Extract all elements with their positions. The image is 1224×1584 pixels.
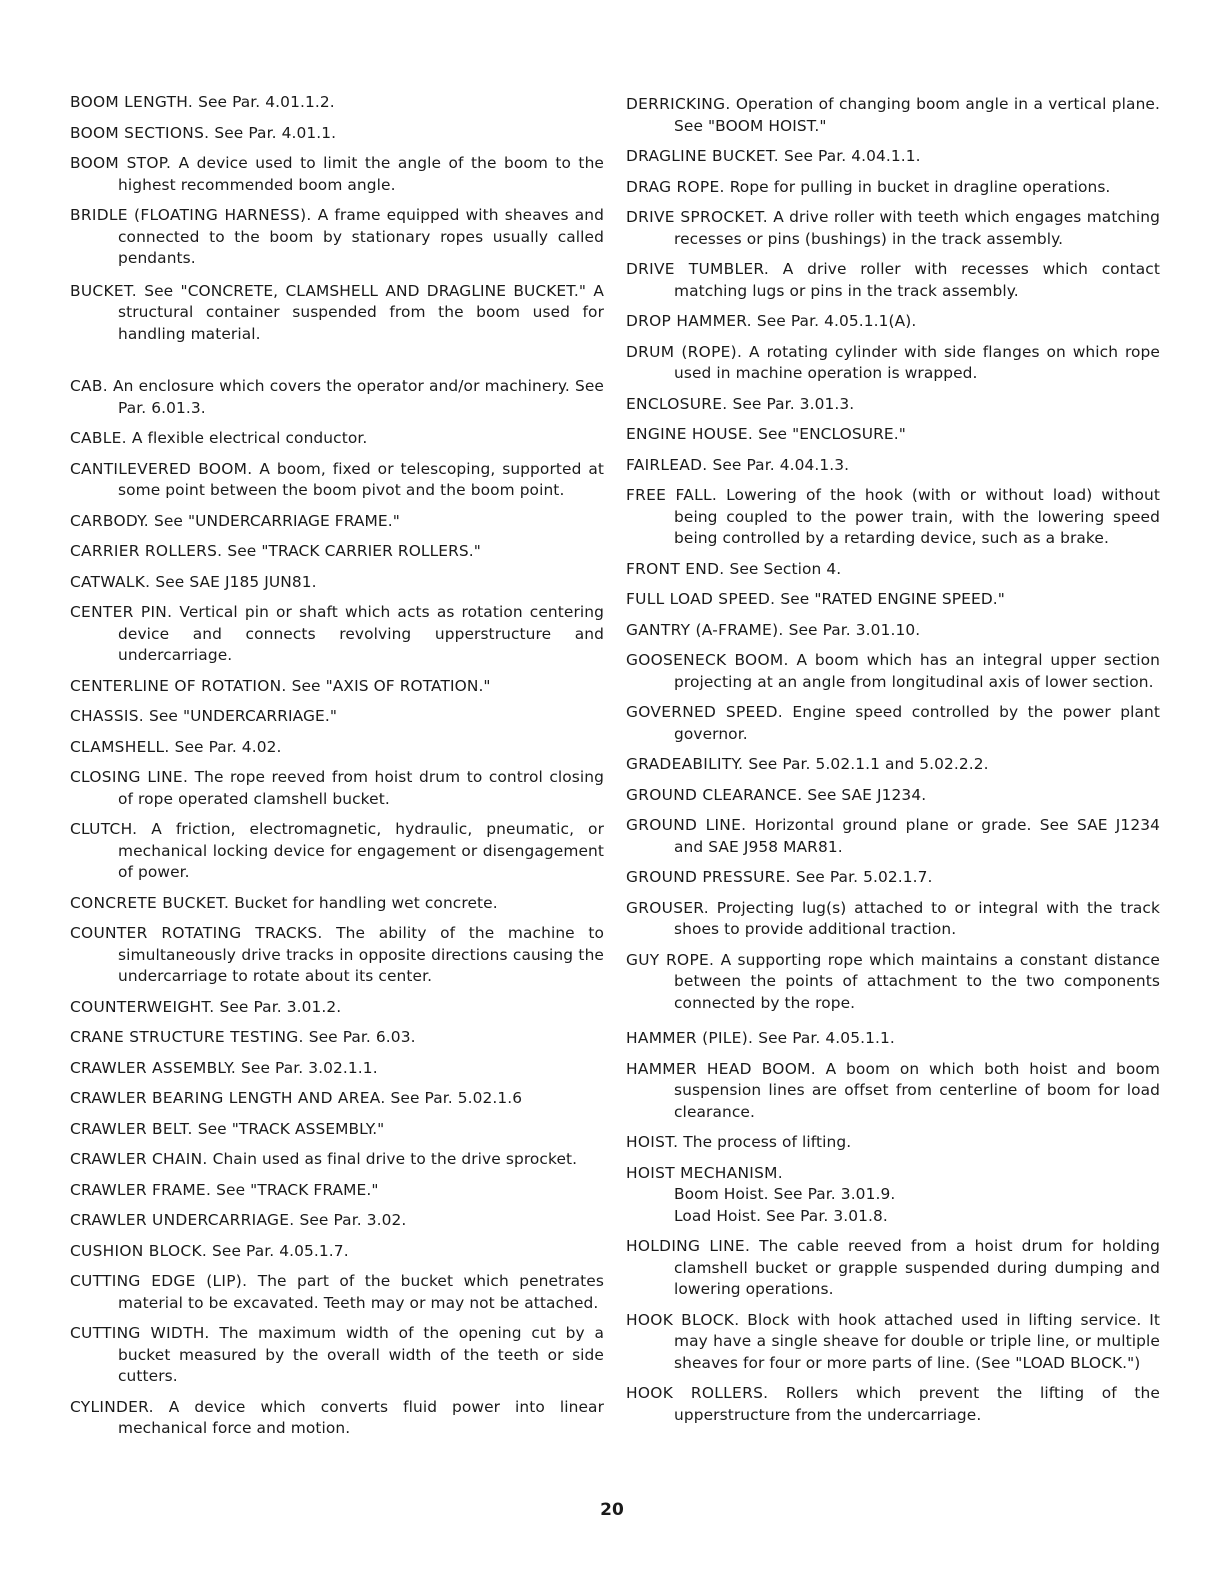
entry-term: DRIVE SPROCKET.: [626, 208, 768, 226]
glossary-entry: [626, 650, 1160, 693]
glossary-entry: [70, 1397, 604, 1440]
entry-definition: The ability of the machine to simultaneously drive tracks in opposite directions causing the undercarriage to rotate about its center.: [118, 924, 604, 985]
entry-definition: See "CONCRETE, CLAMSHELL AND DRAGLINE BUCKET." A structural container suspended from the boom used for handling material.: [118, 281, 604, 343]
entry-term: DRAG ROPE.: [626, 177, 725, 196]
entry-definition: See Par. 3.02.1.1.: [236, 1058, 378, 1077]
glossary-entry: [626, 1310, 1160, 1375]
entry-term: COUNTERWEIGHT.: [70, 997, 215, 1016]
glossary-entry: [626, 207, 1160, 250]
entry-definition: The maximum width of the opening cut by a bucket measured by the overall width of the teeth or side cutters.: [118, 1324, 604, 1385]
glossary-entry: [626, 146, 1160, 168]
entry-term: CANTILEVERED BOOM.: [70, 459, 253, 478]
glossary-entry: [70, 819, 604, 884]
entry-definition: Operation of changing boom angle in a vertical plane. See "BOOM HOIST.": [674, 95, 1160, 135]
glossary-entry: [626, 342, 1160, 385]
entry-definition: A device which converts fluid power into linear mechanical force and motion.: [118, 1397, 604, 1437]
glossary-entry: [70, 602, 604, 667]
entry-term: CLAMSHELL.: [70, 737, 170, 756]
entry-term: CARRIER ROLLERS.: [70, 542, 223, 560]
entry-sub-item: Load Hoist. See Par. 3.01.8.: [674, 1206, 888, 1225]
entry-definition: See "ENCLOSURE.": [753, 425, 906, 443]
glossary-entry: [626, 485, 1160, 550]
entry-term: HAMMER HEAD BOOM.: [626, 1059, 816, 1078]
entry-definition: A device used to limit the angle of the boom to the highest recommended boom angle.: [118, 154, 604, 194]
glossary-entry: [626, 754, 1160, 776]
entry-definition: A boom on which both hoist and boom suspension lines are offset from centerline of boom for load clearance.: [674, 1059, 1161, 1121]
entry-term: GOOSENECK BOOM.: [626, 651, 789, 669]
entry-definition: See "TRACK ASSEMBLY.": [192, 1119, 385, 1138]
entry-definition: See Par. 5.02.1.7.: [790, 868, 933, 886]
glossary-entry: [626, 559, 1160, 581]
glossary-column-right: [626, 92, 1160, 1426]
glossary-entry: [626, 1132, 1160, 1154]
entry-definition: See "UNDERCARRIAGE.": [144, 707, 338, 725]
entry-term: HOOK BLOCK.: [626, 1310, 740, 1329]
glossary-entry: [626, 1236, 1160, 1301]
glossary-entry: [626, 1383, 1160, 1426]
entry-definition: Bucket for handling wet concrete.: [229, 893, 498, 912]
entry-definition: The cable reeved from a hoist drum for holding clamshell bucket or grapple suspended during dumping and lowering operations.: [674, 1237, 1160, 1298]
entry-definition: Vertical pin or shaft which acts as rotation centering device and connects revolving upperstructure and undercarriage.: [118, 603, 604, 664]
entry-definition: See Par. 4.04.1.1.: [779, 147, 921, 165]
entry-term: HOIST.: [626, 1133, 679, 1151]
entry-term: CRAWLER UNDERCARRIAGE.: [70, 1211, 295, 1229]
entry-definition: The process of lifting.: [678, 1133, 852, 1151]
glossary-entry: [626, 424, 1160, 446]
glossary-entry: [626, 867, 1160, 889]
entry-definition: A supporting rope which maintains a constant distance between the points of attachment to the two components connected by the rope.: [674, 950, 1160, 1012]
glossary-entry: [70, 376, 604, 419]
entry-term: BOOM STOP.: [70, 154, 172, 172]
entry-term: GRADEABILITY.: [626, 755, 744, 773]
glossary-entry: [626, 455, 1160, 477]
entry-term: GUY ROPE.: [626, 950, 715, 969]
glossary-entry: [626, 94, 1160, 137]
entry-term: GOVERNED SPEED.: [626, 703, 783, 721]
entry-definition: Rope for pulling in bucket in dragline operations.: [724, 177, 1111, 196]
entry-definition: See "UNDERCARRIAGE FRAME.": [148, 511, 400, 530]
glossary-entry: [70, 767, 604, 810]
glossary-entry: [70, 459, 604, 502]
glossary-entry: [70, 541, 604, 563]
entry-term: CRAWLER FRAME.: [70, 1180, 212, 1199]
entry-definition: See "TRACK CARRIER ROLLERS.": [222, 542, 481, 560]
entry-term: CENTER PIN.: [70, 603, 173, 621]
entry-term: CATWALK.: [70, 572, 151, 591]
glossary-entry: [626, 589, 1160, 611]
entry-definition: A frame equipped with sheaves and connected to the boom by stationary ropes usually called pendants.: [118, 206, 605, 267]
entry-definition: See Par. 3.01.10.: [783, 620, 921, 639]
entry-definition: The rope reeved from hoist drum to control closing of rope operated clamshell bucket.: [118, 768, 605, 808]
entry-term: CENTERLINE OF ROTATION.: [70, 676, 287, 695]
entry-definition: See Par. 4.02.: [169, 737, 282, 756]
entry-term: DRAGLINE BUCKET.: [626, 147, 780, 165]
entry-definition: See Par. 3.01.2.: [214, 997, 342, 1016]
glossary-entry: [70, 205, 604, 270]
entry-term: GANTRY (A-FRAME).: [626, 620, 784, 639]
entry-definition: A rotating cylinder with side flanges on which rope used in machine operation is wrapped.: [674, 342, 1160, 382]
entry-definition: See Par. 4.01.1.: [209, 123, 337, 142]
entry-definition: See Par. 4.05.1.1(A).: [751, 312, 917, 330]
entry-term: BOOM LENGTH.: [70, 93, 194, 111]
entry-term: DERRICKING.: [626, 95, 731, 113]
glossary-entry: [626, 177, 1160, 199]
entry-term: CONCRETE BUCKET.: [70, 893, 230, 912]
entry-definition: See Par. 4.01.1.2.: [193, 93, 335, 111]
glossary-entry: [70, 572, 604, 594]
entry-sub-item: Boom Hoist. See Par. 3.01.9.: [674, 1185, 896, 1203]
entry-definition: See Par. 4.04.1.3.: [707, 455, 850, 474]
entry-term: FRONT END.: [626, 559, 725, 578]
glossary-entry: [70, 923, 604, 988]
entry-definition: An enclosure which covers the operator and/or machinery. See Par. 6.01.3.: [107, 377, 604, 417]
glossary-entry: [70, 281, 604, 346]
glossary-entry: [70, 511, 604, 533]
glossary-entry: [626, 898, 1160, 941]
glossary-entry: [70, 153, 604, 196]
glossary-entry: [70, 706, 604, 728]
entry-term: FULL LOAD SPEED.: [626, 590, 776, 608]
glossary-entry: [70, 1180, 604, 1202]
glossary-entry: [70, 1271, 604, 1314]
entry-term: CRAWLER CHAIN.: [70, 1150, 208, 1168]
entry-term: GROUND LINE.: [626, 816, 747, 834]
entry-term: CUSHION BLOCK.: [70, 1241, 208, 1260]
entry-definition: Rollers which prevent the lifting of the upperstructure from the undercarriage.: [674, 1384, 1160, 1424]
glossary-entry: [70, 123, 604, 145]
glossary-entry: [626, 785, 1160, 807]
glossary-entry: [70, 997, 604, 1019]
entry-definition: A friction, electromagnetic, hydraulic, pneumatic, or mechanical locking device for engagement or disengagement of power.: [118, 820, 604, 881]
glossary-entry: [70, 893, 604, 915]
glossary-entry: [626, 311, 1160, 333]
entry-term: CRAWLER BELT.: [70, 1119, 193, 1138]
entry-term: HAMMER (PILE).: [626, 1029, 754, 1047]
entry-term: CLOSING LINE.: [70, 768, 189, 786]
entry-definition: See Par. 4.05.1.1.: [753, 1029, 895, 1047]
glossary-entry: [626, 702, 1160, 745]
glossary-entry: [70, 737, 604, 759]
entry-term: CRAWLER BEARING LENGTH AND AREA.: [70, 1089, 386, 1107]
glossary-entry: [70, 1241, 604, 1263]
entry-term: FAIRLEAD.: [626, 455, 708, 474]
entry-definition: A flexible electrical conductor.: [126, 429, 368, 447]
glossary-entry: [70, 428, 604, 450]
entry-definition: See Par. 5.02.1.6: [385, 1089, 523, 1107]
glossary-entry: [626, 815, 1160, 858]
entry-term: DROP HAMMER.: [626, 312, 752, 330]
entry-term: GROUSER.: [626, 898, 709, 917]
entry-term: CHASSIS.: [70, 707, 144, 725]
glossary-entry: [626, 950, 1160, 1015]
entry-term: COUNTER ROTATING TRACKS.: [70, 924, 323, 942]
entry-definition: See Section 4.: [724, 559, 842, 578]
entry-term: BUCKET.: [70, 281, 137, 300]
entry-term: CLUTCH.: [70, 820, 138, 838]
entry-definition: Block with hook attached used in lifting service. It may have a single sheave for double or triple line, or multiple sheaves for four or more parts of line. (See "LOAD BLOCK."): [674, 1310, 1161, 1372]
entry-term: CRAWLER ASSEMBLY.: [70, 1058, 237, 1077]
entry-definition: A boom which has an integral upper section projecting at an angle from longitudinal axis of lower section.: [674, 651, 1160, 691]
entry-definition: See "RATED ENGINE SPEED.": [775, 590, 1005, 608]
glossary-entry: [70, 1210, 604, 1232]
entry-term: HOOK ROLLERS.: [626, 1384, 769, 1402]
entry-term: ENGINE HOUSE.: [626, 425, 754, 443]
entry-term: DRUM (ROPE).: [626, 342, 743, 361]
entry-term: CUTTING WIDTH.: [70, 1324, 210, 1342]
glossary-entry: [70, 1058, 604, 1080]
entry-definition: Projecting lug(s) attached to or integral with the track shoes to provide additional traction.: [674, 898, 1160, 938]
glossary-column-left: [70, 92, 604, 1440]
entry-definition: See "AXIS OF ROTATION.": [286, 676, 491, 695]
entry-term: BRIDLE (FLOATING HARNESS).: [70, 206, 312, 224]
entry-definition: See Par. 3.01.3.: [727, 394, 855, 413]
glossary-entry: [626, 394, 1160, 416]
glossary-entry: [626, 1028, 1160, 1050]
entry-term: HOLDING LINE.: [626, 1237, 751, 1255]
entry-term: BOOM SECTIONS.: [70, 123, 210, 142]
entry-definition: Chain used as final drive to the drive sprocket.: [207, 1150, 578, 1168]
entry-definition: See SAE J185 JUN81.: [150, 572, 317, 591]
entry-term: GROUND CLEARANCE.: [626, 785, 803, 804]
entry-definition: A boom, fixed or telescoping, supported at some point between the boom pivot and the boom point.: [118, 459, 604, 499]
glossary-entry: [626, 259, 1160, 302]
glossary-entry: [626, 620, 1160, 642]
entry-term: CABLE.: [70, 429, 127, 447]
entry-definition: A drive roller with teeth which engages matching recesses or pins (bushings) in the track assembly.: [674, 208, 1160, 248]
entry-term: CUTTING EDGE (LIP).: [70, 1272, 248, 1290]
glossary-entry: [70, 676, 604, 698]
glossary-entry: [626, 1163, 1160, 1228]
entry-definition: See Par. 3.02.: [294, 1211, 407, 1229]
glossary-entry: [70, 1027, 604, 1049]
entry-term: DRIVE TUMBLER.: [626, 260, 770, 278]
entry-definition: See Par. 4.05.1.7.: [207, 1241, 349, 1260]
entry-term: FREE FALL.: [626, 486, 718, 504]
glossary-entry: [70, 1323, 604, 1388]
entry-definition: See Par. 6.03.: [303, 1028, 416, 1046]
entry-term: CRANE STRUCTURE TESTING.: [70, 1028, 304, 1046]
entry-definition: The part of the bucket which penetrates material to be excavated. Teeth may or may not be attached.: [118, 1272, 604, 1312]
entry-definition: A drive roller with recesses which contact matching lugs or pins in the track assembly.: [674, 260, 1160, 300]
entry-definition: See Par. 5.02.1.1 and 5.02.2.2.: [743, 755, 989, 773]
entry-term: ENCLOSURE.: [626, 394, 728, 413]
glossary-entry: [70, 1149, 604, 1171]
entry-definition: Lowering of the hook (with or without load) without being coupled to the power train, with the lowering speed being controlled by a retarding device, such as a brake.: [674, 486, 1160, 547]
glossary-entry: [70, 1119, 604, 1141]
entry-term: CARBODY.: [70, 511, 149, 530]
glossary-entry: [626, 1059, 1160, 1124]
entry-definition: Horizontal ground plane or grade. See SAE J1234 and SAE J958 MAR81.: [674, 816, 1160, 856]
entry-definition: Engine speed controlled by the power plant governor.: [674, 703, 1160, 743]
page-number: 20: [600, 1500, 624, 1520]
glossary-entry: [70, 92, 604, 114]
entry-term: GROUND PRESSURE.: [626, 868, 791, 886]
entry-definition: See SAE J1234.: [802, 785, 927, 804]
entry-term: HOIST MECHANISM.: [626, 1163, 783, 1182]
entry-definition: See "TRACK FRAME.": [211, 1180, 379, 1199]
entry-term: CYLINDER.: [70, 1397, 154, 1416]
glossary-entry: [70, 1088, 604, 1110]
entry-term: CAB.: [70, 377, 108, 395]
